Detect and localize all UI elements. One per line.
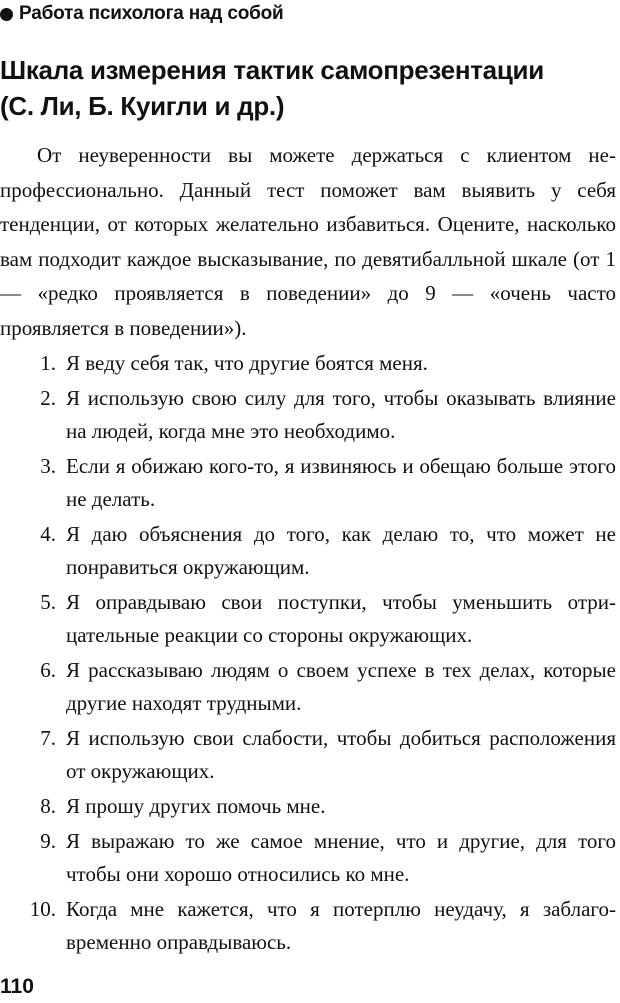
list-item: [0, 654, 616, 720]
running-header: [0, 0, 284, 28]
item-number: 9.: [40, 829, 56, 853]
list-item: [0, 790, 616, 823]
list-item: [0, 722, 616, 788]
list-item: [0, 382, 616, 448]
list-item: [0, 825, 616, 891]
intro-paragraph: От неуверенности вы можете держаться с клиентом непрофессионально. Данный тест поможет вам выявить у себя тенденции, от которых желательно избавиться. Оцените, насколько вам подходит каждое высказывание, по девятибалльной шкале (от 1 — «редко проявляется в поведении» до 9 — «очень часто проявляется в поведении»).: [0, 143, 616, 340]
section-title-line-1: Шкала измерения тактик самопрезентации: [0, 55, 544, 85]
item-number: 10.: [29, 897, 56, 921]
item-text: Я оправдываю свои поступки, чтобы уменьшить отрицательные реакции со стороны окружающих.: [66, 590, 616, 647]
bullet-icon: [0, 8, 13, 21]
item-text: Я выражаю то же самое мнение, что и другие, для того чтобы они хорошо относились ко мне.: [66, 829, 616, 886]
list-item: [0, 586, 616, 652]
section-title-line-2: (С. Ли, Б. Куигли и др.): [0, 91, 285, 121]
item-number: 3.: [40, 454, 56, 478]
item-text: Когда мне кажется, что я потерплю неудачу, я заблаговременно оправдываюсь.: [66, 897, 616, 954]
list-item: [0, 518, 616, 584]
item-number: 7.: [40, 726, 56, 750]
list-item: [0, 893, 616, 959]
item-number: 4.: [40, 522, 56, 546]
item-text: Я рассказываю людям о своем успехе в тех делах, которые другие находят трудными.: [66, 658, 616, 715]
item-number: 2.: [40, 386, 56, 410]
item-text: Я веду себя так, что другие боятся меня.: [66, 351, 428, 375]
section-title: [0, 52, 610, 124]
item-number: 8.: [40, 794, 56, 818]
list-item: [0, 450, 616, 516]
running-title: Работа психолога над собой: [19, 3, 284, 24]
statement-list: [0, 347, 616, 961]
item-number: 5.: [40, 590, 56, 614]
item-text: Если я обижаю кого-то, я извиняюсь и обещаю больше этого не делать.: [66, 454, 616, 511]
item-number: 1.: [40, 351, 56, 375]
item-text: Я использую свои слабости, чтобы добиться расположения от окружающих.: [66, 726, 616, 783]
item-text: Я использую свою силу для того, чтобы оказывать влияние на людей, когда мне это необходимо.: [66, 386, 616, 443]
item-text: Я даю объяснения до того, как делаю то, что может не понравиться окружающим.: [66, 522, 616, 579]
page-number: 110: [0, 975, 34, 998]
item-text: Я прошу других помочь мне.: [66, 794, 326, 818]
item-number: 6.: [40, 658, 56, 682]
list-item: [0, 347, 616, 380]
